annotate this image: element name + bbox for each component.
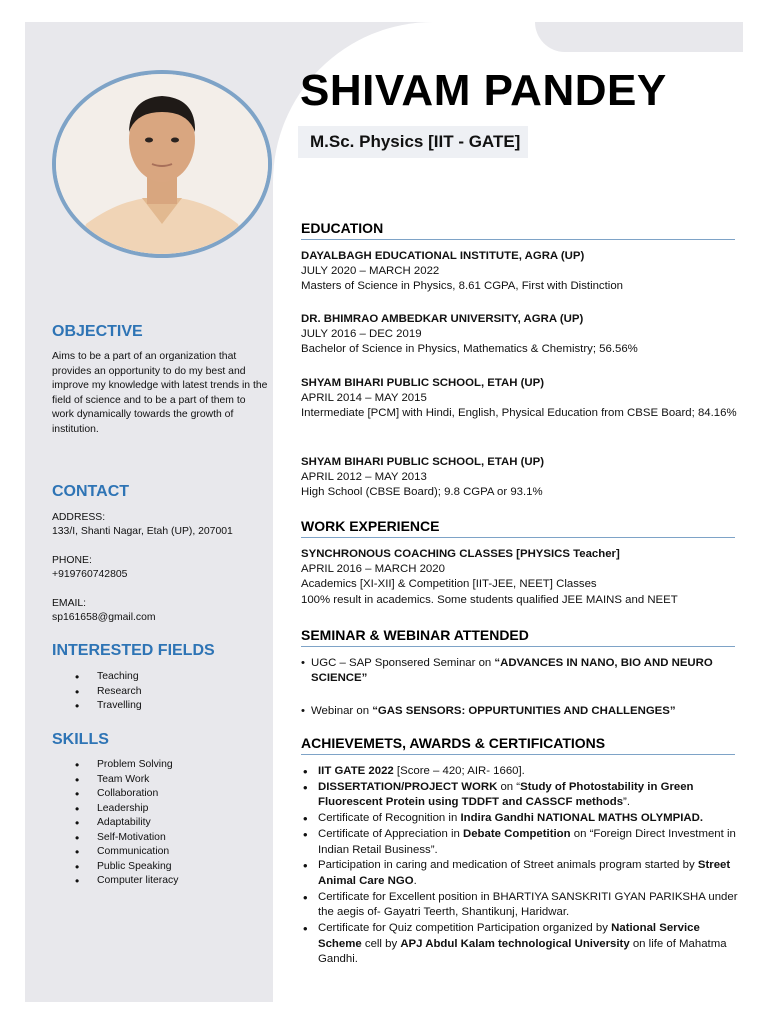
education-dates: JULY 2020 – MARCH 2022 [301, 265, 440, 278]
seminar-list [301, 656, 741, 720]
objective-text: Aims to be a part of an organization that provides an opportunity to do my best and improve my knowledge with latest trends in the field of science and to be a part of them to work dynamically towards the growth of institution. [52, 351, 268, 435]
phone-label: PHONE: [52, 555, 92, 566]
seminar-item [301, 656, 741, 686]
achievement-item [301, 780, 741, 811]
achievement-text: [Score – 420; AIR- 1660]. [393, 765, 525, 777]
education-entry [301, 376, 741, 422]
achievement-item [301, 811, 741, 827]
achievement-text: ”. [623, 796, 631, 809]
objective-heading: OBJECTIVE [52, 323, 143, 340]
school-name: DAYALBAGH EDUCATIONAL INSTITUTE, AGRA (UP) [301, 250, 585, 262]
job-dates: APRIL 2016 – MARCH 2020 [301, 563, 445, 576]
education-dates: JULY 2016 – DEC 2019 [301, 328, 422, 341]
skill-item: • Problem Solving [75, 758, 178, 773]
achievement-bold: Debate Competition [463, 827, 571, 840]
email-value: sp161658@gmail.com [52, 612, 156, 623]
school-name: DR. BHIMRAO AMBEDKAR UNIVERSITY, AGRA (UP) [301, 313, 584, 325]
skill-item: • Leadership [75, 802, 178, 817]
skills-heading: SKILLS [52, 731, 109, 748]
education-detail: Masters of Science in Physics, 8.61 CGPA, First with Distinction [301, 280, 623, 293]
seminar-title: “ADVANCES IN NANO, BIO AND NEURO SCIENCE” [311, 657, 713, 685]
school-name: SHYAM BIHARI PUBLIC SCHOOL, ETAH (UP) [301, 377, 545, 389]
seminar-heading: SEMINAR & WEBINAR ATTENDED [301, 627, 735, 647]
education-heading: EDUCATION [301, 220, 735, 240]
achievement-item [301, 921, 741, 968]
profile-photo [52, 70, 272, 258]
education-detail: High School (CBSE Board); 9.8 CGPA or 93.1% [301, 486, 543, 499]
achievement-item [301, 827, 741, 858]
seminar-text: UGC – SAP Sponsered Seminar on [311, 657, 495, 669]
achievement-bold: IIT GATE 2022 [318, 765, 394, 777]
interest-item: • Teaching [75, 670, 142, 685]
achievement-item [301, 858, 741, 889]
education-entry [301, 249, 741, 295]
header-tab-decoration [535, 22, 743, 52]
skill-item: • Adaptability [75, 816, 178, 831]
interest-item: • Research [75, 685, 142, 700]
achievement-item [301, 890, 741, 921]
education-dates: APRIL 2012 – MAY 2013 [301, 471, 427, 484]
skill-item: • Computer literacy [75, 874, 178, 889]
skill-item: • Self-Motivation [75, 831, 178, 846]
interest-item: • Travelling [75, 699, 142, 714]
achievement-text: . [413, 874, 417, 887]
achievement-text: Certificate for Quiz competition Participation organized by [318, 922, 612, 935]
seminar-text: Webinar on [311, 705, 373, 718]
interests-heading: INTERESTED FIELDS [52, 642, 215, 659]
achievements-list [301, 764, 741, 968]
job-detail: Academics [XI-XII] & Competition [IIT-JEE, NEET] Classes [301, 578, 597, 591]
skills-list [75, 758, 178, 889]
achievement-bold: Street Animal Care NGO [318, 859, 731, 887]
education-entry [301, 312, 741, 358]
achievement-bold: Indira Gandhi NATIONAL MATHS OLYMPIAD. [460, 812, 704, 825]
achievement-text: on “ [497, 780, 521, 793]
achievement-text: Certificate of Appreciation in [318, 827, 463, 840]
skill-item: • Communication [75, 845, 178, 860]
achievement-bold: Study of Photostability in Green Fluorescent Protein using TDDFT and CASSCF methods [318, 780, 694, 809]
education-entry [301, 455, 741, 501]
skill-item: • Collaboration [75, 787, 178, 802]
contact-heading: CONTACT [52, 483, 130, 500]
achievement-text: Participation in caring and medication of Street animals program started by [318, 859, 698, 872]
seminar-item [301, 704, 741, 719]
candidate-qualification: M.Sc. Physics [IIT - GATE] [298, 126, 528, 158]
school-name: SHYAM BIHARI PUBLIC SCHOOL, ETAH (UP) [301, 456, 545, 468]
email-label: EMAIL: [52, 598, 87, 609]
seminar-title: “GAS SENSORS: OPPURTUNITIES AND CHALLENGES” [372, 705, 676, 718]
address-label: ADDRESS: [52, 512, 106, 523]
achievement-bold: APJ Abdul Kalam technological University [400, 937, 630, 950]
achievement-text: on “Foreign Direct Investment in Indian Retail Business”. [318, 827, 736, 856]
candidate-name: SHIVAM PANDEY [300, 66, 667, 115]
achievement-bold: DISSERTATION/PROJECT WORK [318, 780, 498, 793]
achievements-heading: ACHIEVEMETS, AWARDS & CERTIFICATIONS [301, 735, 735, 755]
achievement-bold: National Service Scheme [318, 922, 700, 950]
work-experience-heading: WORK EXPERIENCE [301, 518, 735, 538]
job-title: SYNCHRONOUS COACHING CLASSES [PHYSICS Teacher] [301, 548, 620, 560]
achievement-item [301, 764, 741, 780]
phone-value: +919760742805 [52, 569, 128, 580]
education-detail: Intermediate [PCM] with Hindi, English, Physical Education from CBSE Board; 84.16% [301, 407, 737, 420]
work-entry [301, 547, 741, 608]
achievement-text: Certificate of Recognition in [318, 812, 461, 825]
interests-list [75, 670, 142, 714]
achievement-text: Certificate for Excellent position in BHARTIYA SANSKRITI GYAN PARIKSHA under the aegis of- Gayatri Teerth, Shantikunj, Haridwar. [318, 890, 738, 919]
skill-item: • Team Work [75, 773, 178, 788]
education-dates: APRIL 2014 – MAY 2015 [301, 392, 427, 405]
achievement-text: on life of Mahatma Gandhi. [318, 937, 727, 966]
job-detail: 100% result in academics. Some students qualified JEE MAINS and NEET [301, 593, 678, 606]
skill-item: • Public Speaking [75, 860, 178, 875]
achievement-text: cell by [361, 937, 401, 950]
address-value: 133/I, Shanti Nagar, Etah (UP), 207001 [52, 526, 233, 537]
education-detail: Bachelor of Science in Physics, Mathematics & Chemistry; 56.56% [301, 343, 638, 356]
